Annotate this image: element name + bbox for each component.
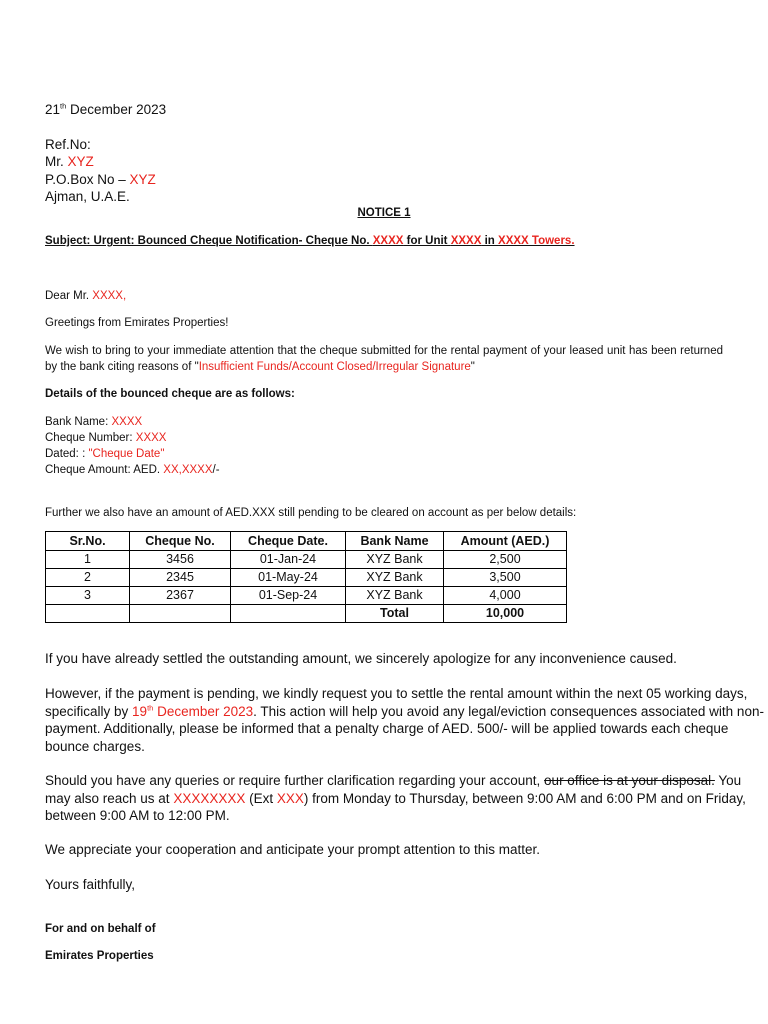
company-name: Emirates Properties — [45, 950, 154, 962]
on-behalf-of: For and on behalf of — [45, 923, 156, 935]
queries-you: You — [714, 773, 742, 788]
total-value: 10,000 — [444, 605, 567, 623]
total-label: Total — [346, 605, 444, 623]
bank-name-label: Bank Name: — [45, 416, 112, 428]
header-bank-name: Bank Name — [346, 532, 444, 551]
queries-reach-us: may also reach us at — [45, 790, 174, 806]
cell-bank-name: XYZ Bank — [346, 569, 444, 587]
pending-amount-text: Further we also have an amount of AED.XXX still pending to be cleared on account as per below details: — [45, 507, 577, 519]
recipient-name — [45, 153, 94, 171]
cell-amount: 2,500 — [444, 551, 567, 569]
cell-empty — [231, 605, 346, 623]
header-cheque-date: Cheque Date. — [231, 532, 346, 551]
amount-value: XX,XXXX — [163, 464, 213, 476]
dated-line — [45, 446, 164, 462]
queries-line-2 — [45, 790, 746, 808]
dated-label: Dated: : — [45, 448, 89, 460]
cheque-number-value: XXXX — [135, 432, 167, 444]
table-row — [46, 587, 567, 605]
pending-line-3: payment. Additionally, please be informed that a penalty charge of AED. 500/- will be applied towards each cheque — [45, 721, 729, 736]
intro-text: We wish to bring to your immediate attention that the cheque submitted for the rental payment of your leased unit has been returned by the bank citing reasons of " — [45, 345, 723, 373]
pobox-label: P.O.Box No – — [45, 172, 130, 187]
table-row — [46, 551, 567, 569]
deadline-day: 19 — [132, 703, 148, 719]
cell-cheque-date: 01-Sep-24 — [231, 587, 346, 605]
cell-cheque-date: 01-Jan-24 — [231, 551, 346, 569]
cell-empty — [130, 605, 231, 623]
salutation — [45, 288, 126, 304]
salutation-label: Dear Mr. — [45, 290, 93, 302]
cell-sr-no: 2 — [46, 569, 130, 587]
bank-name-line — [45, 414, 142, 430]
queries-ext-label: (Ext — [245, 790, 277, 806]
dated-value: "Cheque Date" — [88, 448, 165, 460]
contact-phone: XXXXXXXX — [173, 790, 246, 806]
greeting: Greetings from Emirates Properties! — [45, 317, 229, 329]
appreciation-paragraph: We appreciate your cooperation and anticipate your prompt attention to this matter. — [45, 842, 541, 857]
subject-prefix: Subject: Urgent: Bounced Cheque Notification- Cheque No. — [45, 235, 373, 247]
cell-sr-no: 1 — [46, 551, 130, 569]
table-header-row — [46, 532, 567, 551]
letter-page — [45, 0, 764, 1024]
recipient-title: Mr. — [45, 154, 68, 169]
cheque-amount-line — [45, 462, 220, 478]
pobox-value: XYZ — [129, 172, 156, 187]
recipient-pobox — [45, 171, 156, 189]
details-heading: Details of the bounced cheque are as follows: — [45, 388, 295, 400]
cell-sr-no: 3 — [46, 587, 130, 605]
salutation-name: XXXX, — [92, 290, 127, 302]
queries-line-1 — [45, 772, 746, 790]
notice-title: NOTICE 1 — [357, 207, 411, 219]
cell-bank-name: XYZ Bank — [346, 551, 444, 569]
pending-paragraph — [45, 685, 764, 755]
amount-suffix: /- — [212, 464, 220, 476]
date-suffix: th — [60, 101, 67, 111]
queries-hours: ) from Monday to Thursday, between 9:00 AM and 6:00 PM and on Friday, — [303, 790, 746, 806]
pending-deadline — [132, 704, 253, 719]
queries-text: Should you have any queries or require further clarification regarding your account, — [45, 773, 545, 788]
cell-empty — [46, 605, 130, 623]
cheque-number-label: Cheque Number: — [45, 432, 136, 444]
pending-specifically: specifically by — [45, 703, 133, 719]
intro-paragraph — [45, 343, 723, 375]
subject-unit-label: for Unit — [403, 235, 451, 247]
recipient-city: Ajman, U.A.E. — [45, 189, 130, 204]
cell-bank-name: XYZ Bank — [346, 587, 444, 605]
header-sr-no: Sr.No. — [46, 532, 130, 551]
ref-no: Ref.No: — [45, 137, 91, 152]
queries-paragraph — [45, 772, 746, 825]
intro-end: " — [470, 361, 475, 373]
intro-reason: Insufficient Funds/Account Closed/Irregular Signature — [198, 361, 471, 373]
apology-paragraph: If you have already settled the outstanding amount, we sincerely apologize for any inconvenience caused. — [45, 651, 677, 666]
pending-line-1: However, if the payment is pending, we kindly request you to settle the rental amount within the next 05 working days, — [45, 686, 748, 701]
deadline-month-year: December 2023 — [153, 703, 254, 719]
pending-line-2 — [45, 703, 764, 721]
cell-cheque-date: 01-May-24 — [231, 569, 346, 587]
pending-line-4: bounce charges. — [45, 738, 145, 754]
subject-tower: XXXX Towers. — [498, 235, 575, 247]
queries-struck-text: our office is at your disposal. — [544, 773, 715, 788]
date-day: 21 — [45, 102, 61, 117]
subject-unit: XXXX — [450, 235, 482, 247]
recipient-name-value: XYZ — [67, 154, 94, 169]
cell-amount: 3,500 — [444, 569, 567, 587]
date-month-year: December 2023 — [66, 102, 167, 117]
pending-line-2-rest: . This action will help you avoid any legal/eviction consequences associated with non- — [253, 703, 764, 719]
table-row — [46, 569, 567, 587]
queries-line-3: between 9:00 AM to 12:00 PM. — [45, 808, 230, 823]
pending-cheques-table — [45, 531, 567, 623]
subject-in: in — [481, 235, 499, 247]
deadline-suffix: th — [147, 703, 154, 712]
amount-label: Cheque Amount: AED. — [45, 464, 164, 476]
table-total-row — [46, 605, 567, 623]
cell-cheque-no: 3456 — [130, 551, 231, 569]
header-cheque-no: Cheque No. — [130, 532, 231, 551]
contact-ext: XXX — [276, 790, 304, 806]
letter-date — [45, 101, 166, 119]
bank-name-value: XXXX — [111, 416, 143, 428]
closing: Yours faithfully, — [45, 877, 136, 892]
header-amount: Amount (AED.) — [444, 532, 567, 551]
cheque-number-line — [45, 430, 166, 446]
subject-line — [45, 233, 575, 249]
cell-amount: 4,000 — [444, 587, 567, 605]
subject-cheque-no: XXXX — [372, 235, 404, 247]
cell-cheque-no: 2345 — [130, 569, 231, 587]
cell-cheque-no: 2367 — [130, 587, 231, 605]
